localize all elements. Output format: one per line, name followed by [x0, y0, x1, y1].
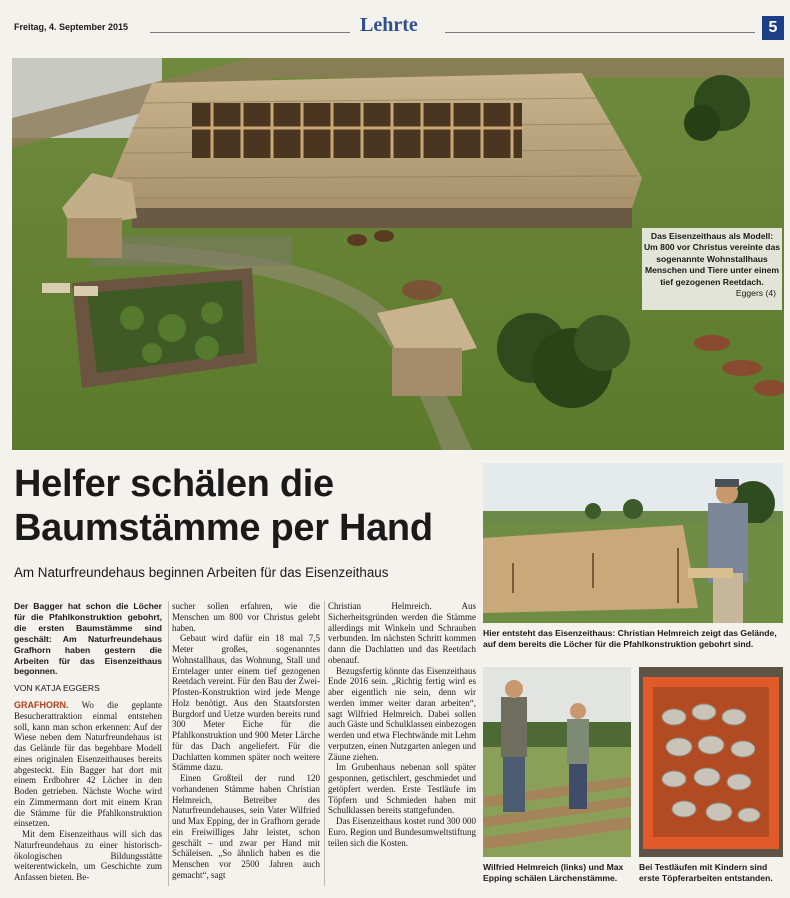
section-title: Lehrte	[360, 14, 418, 36]
subheadline: Am Naturfreundehaus beginnen Arbeiten für das Eisenzeithaus	[14, 565, 389, 580]
header-rule-left	[150, 32, 350, 33]
col3-para-3: Im Grubenhaus nebenan soll später gesponnen, getischlert, geschmiedet und getöpfert werden. Erste Testläufe im Töpfern und Schmieden haben mit Schulklassen bereits stattgefunden.	[328, 762, 476, 816]
helmreich-photo-caption: Hier entsteht das Eisenzeithaus: Christian Helmreich zeigt das Gelände, auf dem bereits die Löcher für die Pfahlkonstruktion gebohrt sind.	[483, 628, 777, 649]
pottery-photo-caption: Bei Testläufen mit Kindern sind erste Töpferarbeiten entstanden.	[639, 862, 773, 883]
column-divider	[168, 601, 169, 886]
log-peeling-photo	[483, 667, 631, 857]
pottery-crate-photo	[639, 667, 783, 857]
main-caption-title: Das Eisenzeithaus als Modell:	[650, 231, 774, 241]
col3-para-2: Bezugsfertig könnte das Eisenzeithaus Ende 2016 sein. „Richtig fertig wird es aber eigentlich nie sein, denn wir werden immer weiter daran arbeiten“, sagt Wilfried Helmreich. Dabei sollen auch Gäste und Schulklassen einbezogen werden und etwa Flechtwände mit Lehm verputzen, einen Nutzgarten anlegen und Zäune ziehen.	[328, 665, 476, 762]
article-column-3	[328, 601, 476, 848]
article-lead: Der Bagger hat schon die Löcher für die Pfahlkonstruktion gebohrt, die ersten Baumstämme sind geschält: Am Naturfreundehaus Grafhorn haben gestern die Arbeiten für das Eisenzeithaus begonnen.	[14, 601, 162, 677]
header-rule-right	[445, 32, 755, 33]
byline: VON KATJA EGGERS	[14, 683, 100, 694]
column-divider	[324, 601, 325, 886]
page-number: 5	[762, 16, 784, 40]
headline-line-2: Baumstämme per Hand	[14, 507, 433, 549]
photo-credit: Eggers (4)	[735, 288, 776, 299]
peeling-photo	[483, 667, 631, 857]
col2-para-1: sucher sollen erfahren, wie die Menschen um 800 vor Christus gelebt haben.	[172, 601, 320, 633]
col2-para-2: Gebaut wird dafür ein 18 mal 7,5 Meter großes, sogenanntes Wohnstallhaus, das Wohnung, Stall und Erntelager unter einem tief gezogenen Reetdach vereint. Für den Bau der Zwei-Pfosten-Konstruktion wird jede Menge Holz benötigt. Aus den Staatsforsten Burgdorf und Uetze wurden bereits rund 300 Meter Eiche für die Pfahlkonstruktion und 900 Meter Lärche für das Dach angeliefert. Für die Dachlatten kommen später noch weitere Stämme dazu.	[172, 633, 320, 773]
col3-para-4: Das Eisenzeithaus kostet rund 300 000 Euro. Region und Bundesumweltstiftung teilen sich die Kosten.	[328, 816, 476, 848]
main-photo-caption	[642, 228, 782, 310]
page-header	[0, 0, 790, 46]
pottery-photo	[639, 667, 783, 857]
headline	[14, 462, 484, 550]
issue-date: Freitag, 4. September 2015	[14, 22, 129, 32]
headline-line-1: Helfer schälen die	[14, 463, 334, 505]
col1-para-2: Mit dem Eisenzeithaus will sich das Naturfreundehaus zu einer historisch-ökologischen Bildungsstätte weiterentwickeln, um Geschichte zum Anfassen bieten. Be-	[14, 829, 162, 883]
article-column-1	[14, 601, 162, 883]
col1-para-1: Wo die geplante Besucherattraktion einmal entstehen soll, kann man schon erkennen: Auf der Wiese neben dem Naturfreundehaus ist das Gelände für das begehbare Modell eines originalen Eisenzeithauses bereits abgesteckt. Ein Bagger hat dort mit einem Erdbohrer 42 Löcher in den Boden getrieben. Nächste Woche wird ein Zimmermann dort mit einem Kran die Stämme für die Pfahlkonstruktion einsetzen.	[14, 700, 162, 829]
col3-para-1: Christian Helmreich. Aus Sicherheitsgründen werden die Stämme allerdings mit Winkeln und Schrauben verbunden. Im nächsten Schritt kommen dann die Dachlatten und das Reetdach obenauf.	[328, 601, 476, 665]
peeling-photo-caption: Wilfried Helmreich (links) und Max Epping schälen Lärchenstämme.	[483, 862, 624, 883]
col2-para-3: Einen Großteil der rund 120 vorhandenen Stämme haben Christian Helmreich, Betreiber des Naturfreundehauses, sein Vater Wilfried und Max Epping, der in Grafhorn gerade ein Freiwilliges Jahr leistet, schon geschält – und zwar per Hand mit Schäleisen. „So ähnlich haben es die Menschen vor 2500 Jahren auch gemacht“, sagt	[172, 773, 320, 880]
article-column-2	[172, 601, 320, 881]
article-para-1	[14, 700, 162, 829]
main-caption-text: Um 800 vor Christus vereinte das sogenannte Wohnstallhaus Menschen und Tiere unter einem tief gezogenen Reetdach.	[643, 242, 781, 287]
man-on-field-photo	[483, 463, 783, 623]
dateline: GRAFHORN.	[14, 700, 69, 711]
helmreich-photo	[483, 463, 783, 623]
